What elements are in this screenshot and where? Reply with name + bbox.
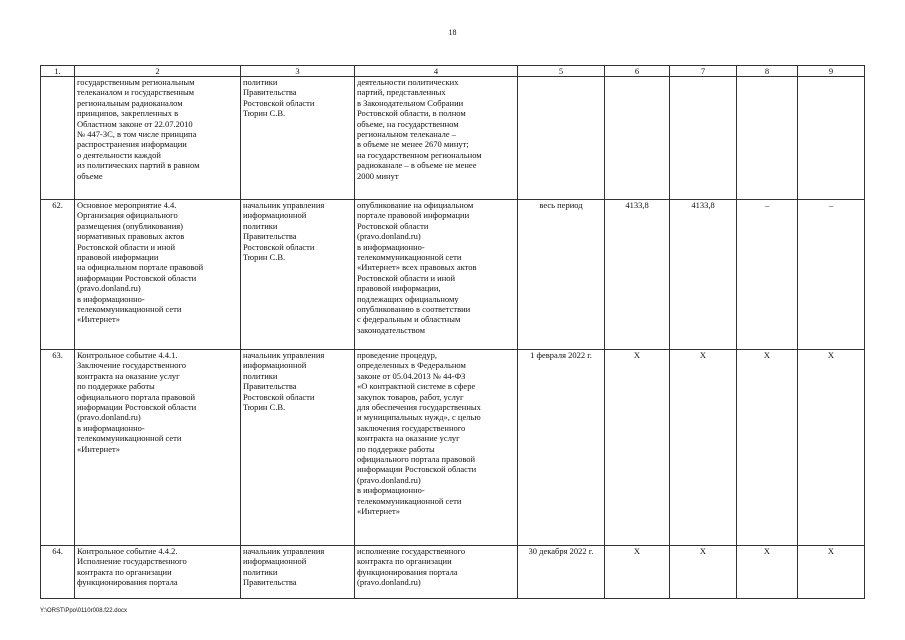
term-cell: 30 декабря 2022 г. (518, 546, 605, 599)
result-cell: исполнение государственного контракта по организации функционирования портала (pravo.donland.ru) (355, 546, 518, 599)
funding-federal-cell: – (737, 200, 798, 350)
table-row (41, 350, 865, 546)
header-cell: 6 (605, 66, 670, 77)
funding-total-cell: 4133,8 (605, 200, 670, 350)
responsible-cell: начальник управления информационной политики Правительства Ростовской области Тюрин С.В. (241, 350, 355, 546)
funding-total-cell: X (605, 350, 670, 546)
funding-regional-cell: X (670, 546, 737, 599)
activity-cell: Контрольное событие 4.4.1. Заключение государственного контракта на оказание услуг по поддержке работы официального портала правовой информации Ростовской области (pravo.donland.ru) в информационно- телекоммуникационной сети «Интернет» (75, 350, 241, 546)
responsible-cell: начальник управления информационной политики Правительства (241, 546, 355, 599)
header-cell: 8 (737, 66, 798, 77)
plan-table (40, 65, 865, 599)
funding-other-cell: – (798, 200, 865, 350)
header-row (41, 66, 865, 77)
header-cell: 5 (518, 66, 605, 77)
header-cell: 2 (75, 66, 241, 77)
funding-regional-cell (670, 77, 737, 200)
header-cell: 1. (41, 66, 75, 77)
header-cell: 9 (798, 66, 865, 77)
row-number-cell: 64. (41, 546, 75, 599)
result-cell: проведение процедур, определенных в Федеральном законе от 05.04.2013 № 44-ФЗ «О контрактной системе в сфере закупок товаров, работ, услуг для обеспечения государственных и муниципальных нужд», с целью заключения государственного контракта на оказание услуг по поддержке работы официального портала правовой информации Ростовской области (pravo.donland.ru) в информационно- телекоммуникационной сети «Интернет» (355, 350, 518, 546)
row-number-cell: 62. (41, 200, 75, 350)
term-cell: весь период (518, 200, 605, 350)
footer-file-path: Y:\ORST\Ppo\0110r008.f22.docx (40, 608, 127, 614)
page-number: 18 (448, 28, 457, 37)
table-row (41, 200, 865, 350)
funding-other-cell (798, 77, 865, 200)
funding-federal-cell: X (737, 350, 798, 546)
result-cell: опубликование на официальном портале правовой информации Ростовской области (pravo.donland.ru) в информационно- телекоммуникационной сети «Интернет» всех правовых актов Ростовской области и иной правовой информации, подлежащих официальному опубликованию в соответствии с федеральным и областным законодательством (355, 200, 518, 350)
term-cell (518, 77, 605, 200)
header-cell: 3 (241, 66, 355, 77)
header-cell: 4 (355, 66, 518, 77)
funding-other-cell: X (798, 350, 865, 546)
row-number-cell (41, 77, 75, 200)
funding-federal-cell: X (737, 546, 798, 599)
funding-regional-cell: 4133,8 (670, 200, 737, 350)
activity-cell: Контрольное событие 4.4.2. Исполнение государственного контракта по организации функционирования портала (75, 546, 241, 599)
funding-federal-cell (737, 77, 798, 200)
funding-total-cell (605, 77, 670, 200)
table-row (41, 77, 865, 200)
responsible-cell: политики Правительства Ростовской области Тюрин С.В. (241, 77, 355, 200)
result-cell: деятельности политических партий, представленных в Законодательном Собрании Ростовской области, в полном объеме, на государственном региональном телеканале – в объеме не менее 2670 минут; на государственном региональном радиоканале – в объеме не менее 2000 минут (355, 77, 518, 200)
responsible-cell: начальник управления информационной политики Правительства Ростовской области Тюрин С.В. (241, 200, 355, 350)
funding-regional-cell: X (670, 350, 737, 546)
activity-cell: государственным региональным телеканалом и государственным региональным радиоканалом принципов, закрепленных в Областном законе от 22.07.2010 № 447-ЗС, в том числе принципа распространения информации о деятельности каждой из политических партий в равном объеме (75, 77, 241, 200)
funding-total-cell: X (605, 546, 670, 599)
activity-cell: Основное мероприятие 4.4. Организация официального размещения (опубликования) нормативных правовых актов Ростовской области и иной правовой информации на официальном портале правовой информации Ростовской области (pravo.donland.ru) в информационно- телекоммуникационной сети «Интернет» (75, 200, 241, 350)
table-row (41, 546, 865, 599)
term-cell: 1 февраля 2022 г. (518, 350, 605, 546)
header-cell: 7 (670, 66, 737, 77)
row-number-cell: 63. (41, 350, 75, 546)
funding-other-cell: X (798, 546, 865, 599)
